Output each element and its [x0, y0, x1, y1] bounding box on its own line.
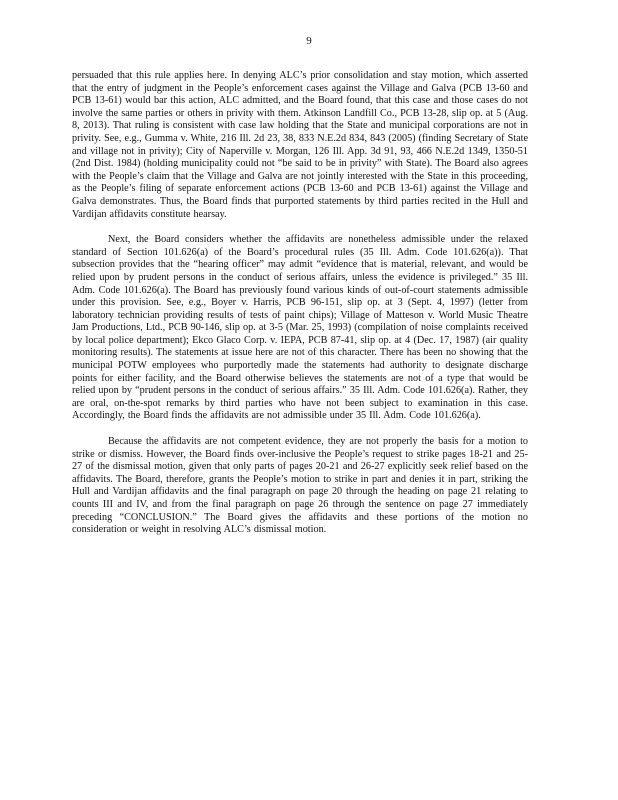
paragraph-admissibility: Next, the Board considers whether the affidavits are nonetheless admissible under the relaxed standard of Section 101.626(a) of the Board’s procedural rules (35 Ill. Adm. Code 101.626(a)). That subsection provides that the “hearing officer” may admit “evidence that is material, relevant, and would be relied upon by prudent persons in the conduct of serious affairs, unless the evidence is privileged.” 35 Ill. Adm. Code 101.626(a). The Board has previously found various kinds of out-of-court statements admissible under this provision. See, e.g., Boyer v. Harris, PCB 96-151, slip op. at 3 (Sept. 4, 1997) (letter from laboratory technician providing results of tests of paint chips); Village of Matteson v. World Music Theatre Jam Productions, Ltd., PCB 90-146, slip op. at 3-5 (Mar. 25, 1993) (compilation of noise complaints received by local police department); Ekco Glaco Corp. v. IEPA, PCB 87-41, slip op. at 4 (Dec. 17, 1987) (air quality monitoring results). The statements at issue here are not of this character. There has been no showing that the municipal POTW employees who purportedly made the statements had authority to designate discharge points for either facility, and the Board otherwise believes the statements are not of a type that would be relied upon by “prudent persons in the conduct of serious affairs.” 35 Ill. Adm. Code 101.626(a). Rather, they are oral, on-the-spot remarks by third parties who have not been subject to examination in this case. Accordingly, the Board finds the affidavits are not admissible under 35 Ill. Adm. Code 101.626(a).	[72, 234, 528, 422]
paragraph-ruling: Because the affidavits are not competent evidence, they are not properly the basis for a motion to strike or dismiss. However, the Board finds over-inclusive the People’s request to strike pages 18-21 and 25-27 of the dismissal motion, given that only parts of pages 20-21 and 26-27 explicitly seek relief based on the affidavits. The Board, therefore, grants the People’s motion to strike in part and denies it in part, striking the Hull and Vardijan affidavits and the final paragraph on page 20 through the heading on page 21 relating to counts III and IV, and from the final paragraph on page 26 through the sentence on page 27 immediately preceding “CONCLUSION.” The Board gives the affidavits and these portions of the motion no consideration or weight in resolving ALC’s dismissal motion.	[72, 436, 528, 536]
page-number: 9	[306, 35, 312, 47]
document-body	[72, 70, 528, 537]
paragraph-privity: persuaded that this rule applies here. In denying ALC’s prior consolidation and stay motion, which asserted that the entry of judgment in the People’s enforcement cases against the Village and Galva (PCB 13-60 and PCB 13-61) would bar this action, ALC admitted, and the Board found, that this case and those cases do not involve the same parties or others in privity with them. Atkinson Landfill Co., PCB 13-28, slip op. at 5 (Aug. 8, 2013). That ruling is consistent with case law holding that the State and municipal corporations are not in privity. See, e.g., Gumma v. White, 216 Ill. 2d 23, 38, 833 N.E.2d 834, 843 (2005) (finding Secretary of State and village not in privity); City of Naperville v. Morgan, 126 Ill. App. 3d 91, 93, 466 N.E.2d 1349, 1350-51 (2nd Dist. 1984) (holding municipality could not “be said to be in privity” with State). The Board also agrees with the People’s claim that the Village and Galva are not jointly interested with the State in this proceeding, as the People’s filing of separate enforcement actions (PCB 13-60 and PCB 13-61) against the Village and Galva demonstrates. Thus, the Board finds that purported statements by third parties recited in the Hull and Vardijan affidavits constitute hearsay.	[72, 70, 528, 220]
